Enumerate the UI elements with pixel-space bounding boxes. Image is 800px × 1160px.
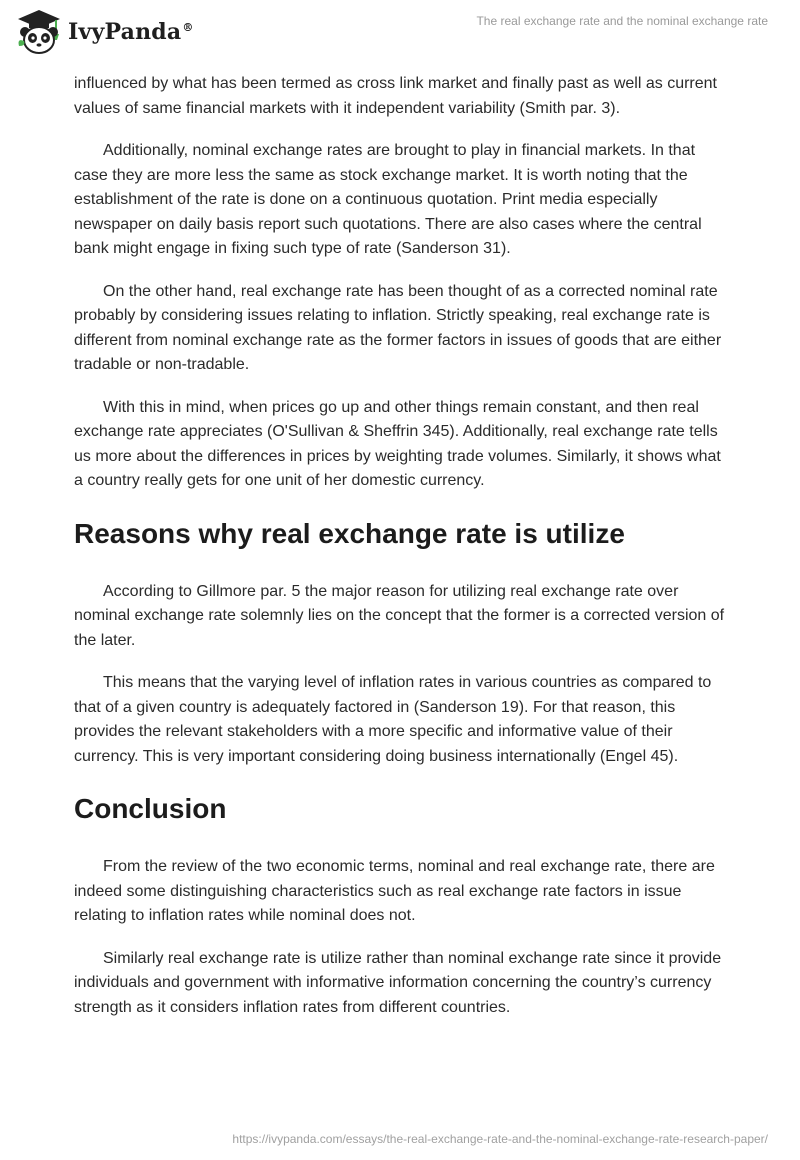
section-heading-reasons: Reasons why real exchange rate is utilize (74, 517, 625, 549)
paragraph: Additionally, nominal exchange rates are brought to play in financial markets. In that case they are more less the same as stock exchange market. It is worth noting that the establishment of the rate is done on a continuous quotation. Print media especially newspaper on daily basis report such quotations. There are also cases where the central bank might engage in fixing such type of rate (Sanderson 31). (74, 142, 702, 257)
paragraph-continued: influenced by what has been termed as cross link market and finally past as well as current values of same financial markets with it independent variability (Smith par. 3). (74, 75, 717, 117)
page-header (0, 0, 800, 70)
essay-content (74, 72, 730, 1038)
paragraph: This means that the varying level of inflation rates in various countries as compared to that of a given country is adequately factored in (Sanderson 19). For that reason, this provides the relevant stakeholders with a more specific and informative value of their currency. This is very important considering doing business internationally (Engel 45). (74, 674, 712, 765)
paragraph: On the other hand, real exchange rate has been thought of as a corrected nominal rate probably by considering issues relating to inflation. Strictly speaking, real exchange rate is different from nominal exchange rate as the former factors in issues of goods that are either tradable or non-tradable. (74, 282, 722, 373)
paragraph: Similarly real exchange rate is utilize rather than nominal exchange rate since it provide individuals and government with informative information concerning the country’s currency strength as it considers inflation rates from different countries. (74, 949, 722, 1016)
paragraph: From the review of the two economic terms, nominal and real exchange rate, there are indeed some distinguishing characteristics such as real exchange rate factors in issue relating to inflation rates while nominal does not. (74, 858, 715, 924)
brand-name: IvyPanda® (68, 19, 194, 45)
source-url[interactable]: https://ivypanda.com/essays/the-real-exchange-rate-and-the-nominal-exchange-rate-research-paper/ (232, 1132, 768, 1146)
panda-graduate-icon (16, 8, 62, 56)
paragraph: According to Gillmore par. 5 the major reason for utilizing real exchange rate over nominal exchange rate solemnly lies on the concept that the former is a corrected version of the later. (74, 582, 725, 649)
section-heading-conclusion: Conclusion (74, 793, 227, 824)
registered-mark: ® (182, 20, 194, 34)
brand-logo[interactable] (16, 8, 194, 56)
paragraph: With this in mind, when prices go up and other things remain constant, and then real exchange rate appreciates (O'Sullivan & Sheffrin 345). Additionally, real exchange rate tells us more about the differences in prices by weighting trade volumes. Similarly, it shows what a country really gets for one unit of her domestic currency. (74, 398, 721, 489)
document-title: The real exchange rate and the nominal exchange rate (476, 14, 768, 28)
